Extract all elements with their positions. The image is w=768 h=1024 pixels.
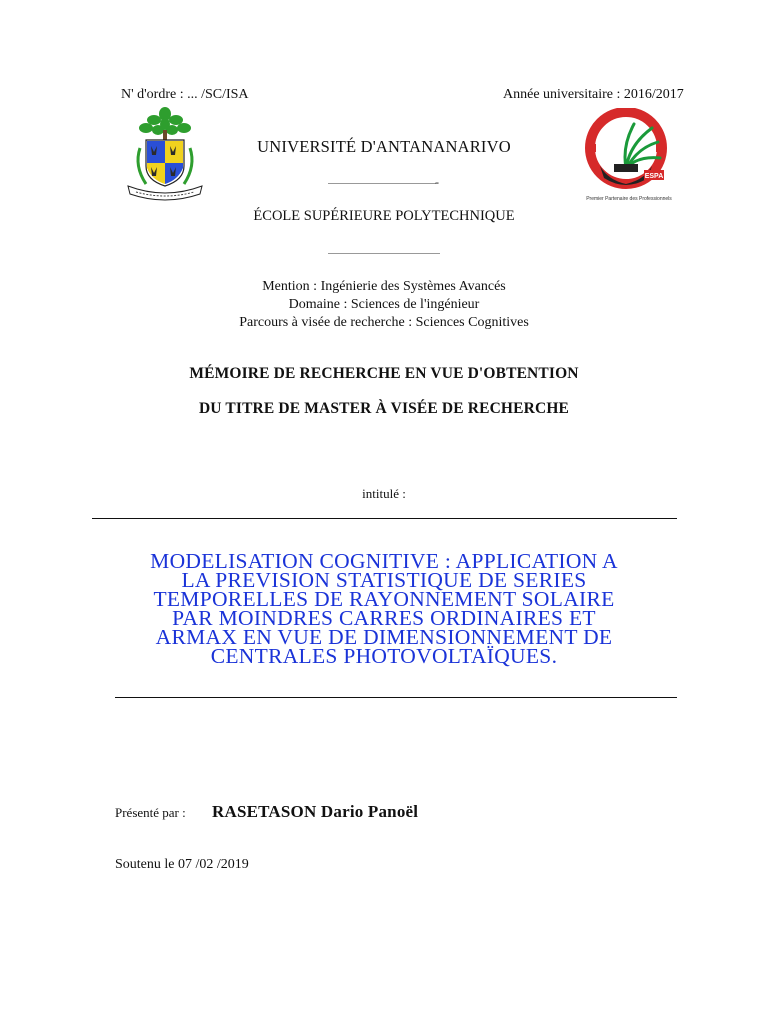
program-block (0, 278, 768, 332)
thesis-title-line: ARMAX EN VUE DE DIMENSIONNEMENT DE (155, 625, 613, 649)
separator-line (328, 183, 436, 184)
espa-logo-icon (578, 108, 680, 206)
thesis-title-line: TEMPORELLES DE RAYONNEMENT SOLAIRE (153, 587, 615, 611)
school-name: ÉCOLE SUPÉRIEURE POLYTECHNIQUE (253, 208, 515, 224)
academic-year: Année universitaire : 2016/2017 (503, 87, 684, 102)
thesis-title-line: LA PREVISION STATISTIQUE DE SERIES (181, 568, 587, 592)
mention-line: Mention : Ingénierie des Systèmes Avancés (262, 279, 506, 294)
espa-tagline: Premier Partenaire des Professionnels (586, 196, 672, 202)
thesis-title-line: CENTRALES PHOTOVOLTAÏQUES. (210, 644, 558, 668)
thesis-title-line: MODELISATION COGNITIVE : APPLICATION A (150, 549, 618, 573)
title-bottom-rule (115, 697, 677, 698)
separator-line (328, 253, 440, 254)
domain-line: Domaine : Sciences de l'ingénieur (288, 297, 480, 312)
degree-line-2: DU TITRE DE MASTER À VISÉE DE RECHERCHE (198, 400, 570, 417)
intitule-label: intitulé : (362, 486, 406, 501)
defense-date: Soutenu le 07 /02 /2019 (115, 857, 249, 872)
university-name: UNIVERSITÉ D'ANTANANARIVO (257, 137, 511, 156)
track-line: Parcours à visée de recherche : Sciences Cognitives (239, 315, 529, 330)
presented-by-label: Présenté par : (115, 805, 186, 820)
author-name: RASETASON Dario Panoël (212, 802, 419, 821)
separator-dash: - (435, 175, 439, 189)
order-number: N' d'ordre : ... /SC/ISA (121, 87, 249, 102)
degree-line-1: MÉMOIRE DE RECHERCHE EN VUE D'OBTENTION (189, 365, 579, 382)
title-top-rule (92, 518, 677, 519)
thesis-title-line: PAR MOINDRES CARRES ORDINAIRES ET (172, 606, 596, 630)
svg-text:ESPA: ESPA (644, 173, 664, 180)
thesis-title (96, 549, 672, 668)
